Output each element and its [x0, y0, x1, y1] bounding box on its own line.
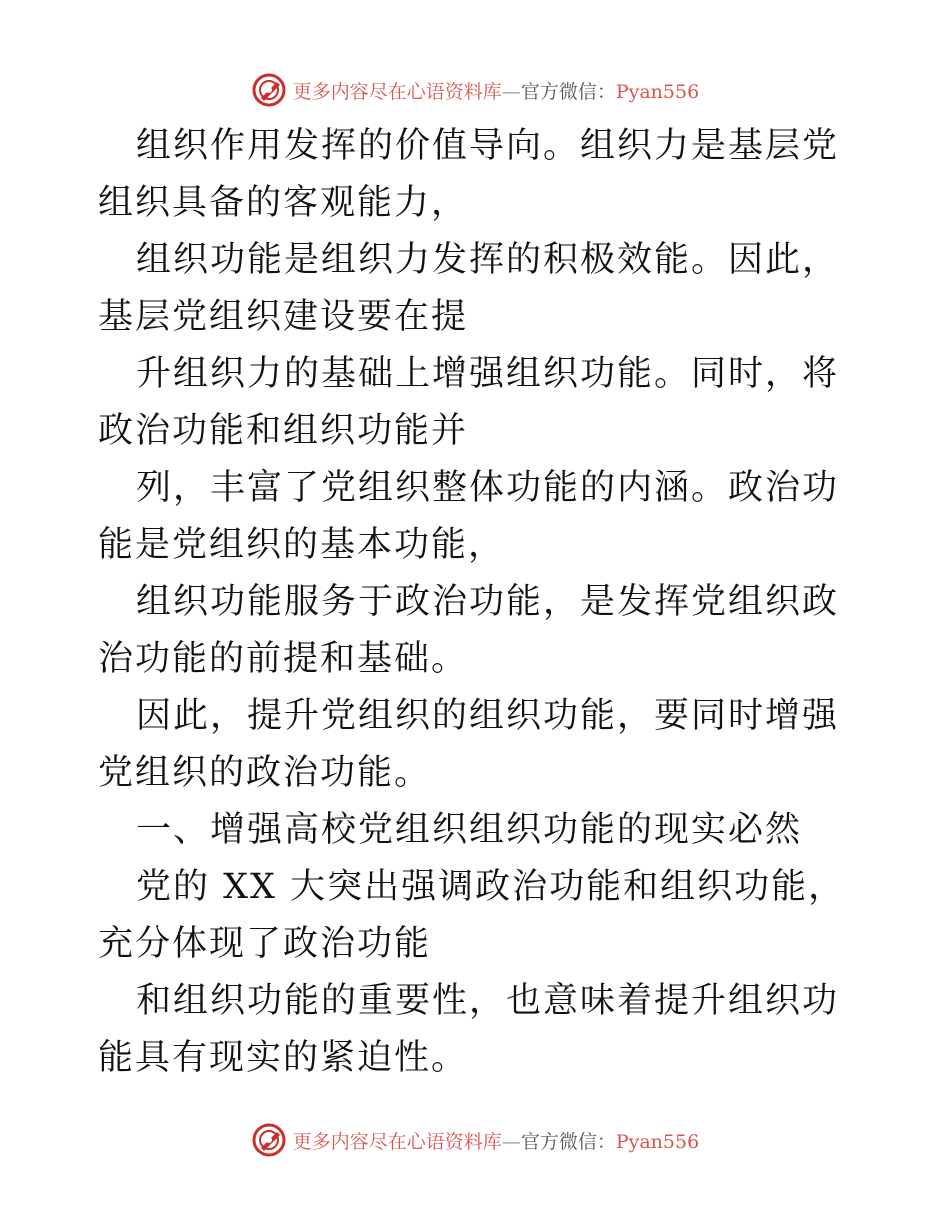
document-body: [98, 118, 858, 1087]
paragraph: 组织功能服务于政治功能，是发挥党组织政治功能的前提和基础。: [98, 582, 840, 679]
paragraph: 组织作用发挥的价值导向。组织力是基层党组织具备的客观能力，: [98, 126, 840, 223]
banner-text: [293, 77, 699, 104]
paragraph: 升组织力的基础上增强组织功能。同时，将政治功能和组织功能并: [98, 354, 840, 451]
brand-logo-icon: [251, 1122, 287, 1158]
banner-separator: —: [501, 1130, 521, 1153]
banner-wechat-label: 官方微信：: [520, 1130, 616, 1153]
banner-main-text: 更多内容尽在心语资料库: [292, 80, 502, 103]
paragraph: 因此，提升党组织的组织功能，要同时增强党组织的政治功能。: [98, 696, 840, 793]
banner-wechat-id: Pyan556: [615, 80, 700, 103]
banner-wechat-id: Pyan556: [615, 1130, 700, 1153]
banner-wechat-label: 官方微信：: [520, 80, 616, 103]
paragraph: 和组织功能的重要性，也意味着提升组织功能具有现实的紧迫性。: [98, 981, 840, 1078]
footer-banner[interactable]: [0, 1120, 950, 1160]
brand-logo-icon: [251, 72, 287, 108]
banner-main-text: 更多内容尽在心语资料库: [292, 1130, 502, 1153]
paragraph: 组织功能是组织力发挥的积极效能。因此，基层党组织建设要在提: [98, 240, 840, 337]
section-heading: 一、增强高校党组织组织功能的现实必然: [136, 810, 803, 850]
banner-separator: —: [501, 80, 521, 103]
header-banner[interactable]: [0, 70, 950, 110]
paragraph: 党的 XX 大突出强调政治功能和组织功能，充分体现了政治功能: [98, 867, 846, 964]
paragraph: 列，丰富了党组织整体功能的内涵。政治功能是党组织的基本功能，: [98, 468, 840, 565]
banner-text: [293, 1127, 699, 1154]
